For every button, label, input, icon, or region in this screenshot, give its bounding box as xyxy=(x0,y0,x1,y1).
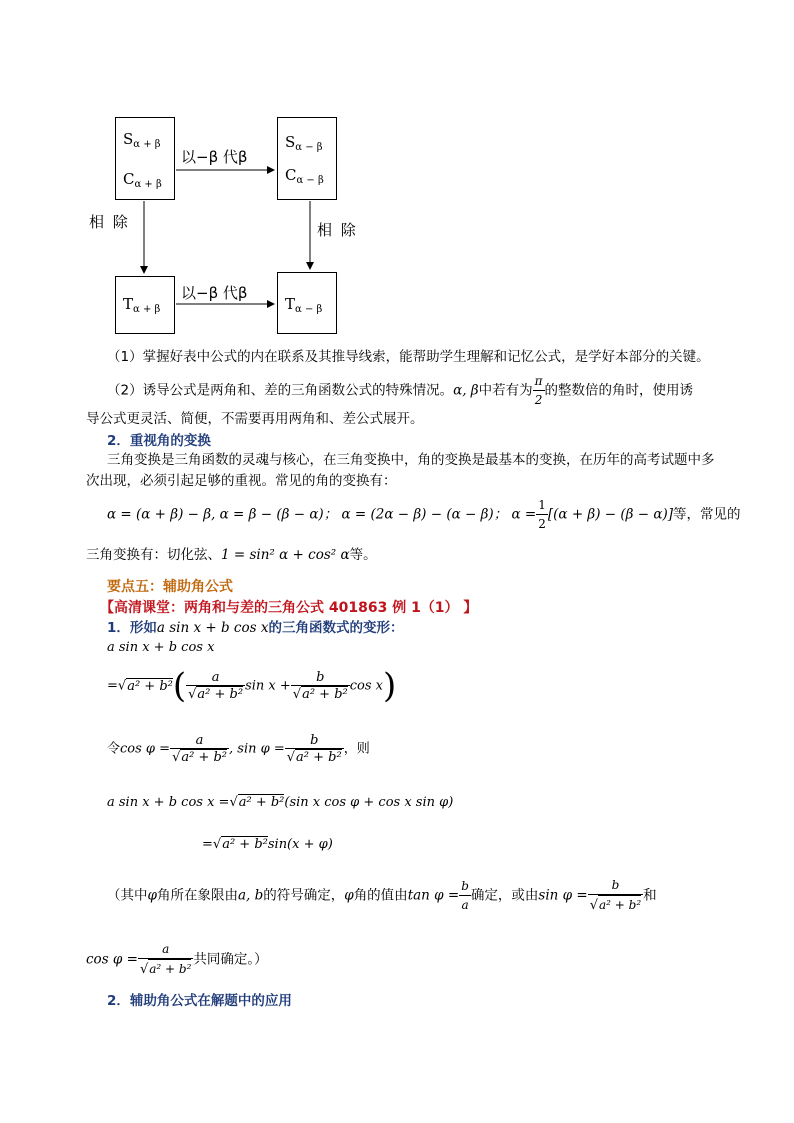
bottom-arrow-label: 以−β 代β xyxy=(181,284,248,302)
point-5-title: 要点五：辅助角公式 xyxy=(107,579,233,595)
formula-line-1: a sin x + b cos x xyxy=(107,640,215,655)
subsection-2-title: 2．辅助角公式在解题中的应用 xyxy=(107,993,292,1009)
pi-over-2-fraction: $\frac{\pi}{2}$ xyxy=(534,374,543,407)
sin-phi-note-fraction: $\frac{b}{\text{√a² + b²}}$ xyxy=(589,878,642,913)
b-over-a-fraction: $\frac{b}{a}$ xyxy=(461,879,469,912)
angle-transform-equations: α = (α + β) − β, α = β − (β − α)； α = (2α − β) − (α − β)； α = $\frac{1}{2}$ [(α + β) − (β − α)]等，常见的 xyxy=(107,498,741,531)
formula-line-5: =√a² + b²sin(x + φ) xyxy=(202,837,333,852)
section-2-title: 2．重视角的变换 xyxy=(107,433,211,449)
symbol-s-sum: $S_{\alpha + \beta}$ xyxy=(123,130,161,150)
one-half-fraction: $\frac{1}{2}$ xyxy=(538,498,546,531)
formula-line-3: 令cos φ = $\frac{a}{\text{√a² + b²}}$ , sin φ = $\frac{b}{\text{√a² + b²}}$ ，则 xyxy=(107,733,370,765)
paragraph-1: （1）掌握好表中公式的内在联系及其推导线索，能帮助学生理解和记忆公式，是学好本部分的关键。 xyxy=(107,349,710,365)
sin-phi-fraction: $\frac{b}{\text{√a² + b²}}$ xyxy=(286,733,342,765)
section-2-text-1: 三角变换是三角函数的灵魂与核心，在三角变换中，角的变换是最基本的变换，在历年的高考试题中多 xyxy=(107,452,715,468)
symbol-s-diff: $S_{\alpha - \beta}$ xyxy=(285,133,323,153)
right-arrow-label: 相 除 xyxy=(317,221,358,239)
cos-phi-note-fraction: $\frac{a}{\text{√a² + b²}}$ xyxy=(139,942,192,977)
paragraph-2-line-1: （2）诱导公式是两角和、差的三角函数公式的特殊情况。α, β中若有为 $\frac{\pi}{2}$ 的整数倍的角时，使用诱 xyxy=(107,374,693,407)
subsection-1-title: 1．形如a sin x + b cos x的三角函数式的变形： xyxy=(107,620,404,636)
symbol-t-sum: $T_{\alpha + \beta}$ xyxy=(123,295,161,315)
b-over-root-fraction: $\frac{b}{\text{√a² + b²}}$ xyxy=(292,670,348,702)
section-2-text-3: 三角变换有：切化弦、1 = sin² α + cos² α等。 xyxy=(86,547,377,563)
a-over-root-fraction: $\frac{a}{\text{√a² + b²}}$ xyxy=(188,670,244,702)
symbol-t-diff: $T_{\alpha - \beta}$ xyxy=(285,295,323,315)
section-2-text-2: 次出现，必须引起足够的重视。常见的角的变换有： xyxy=(86,473,397,489)
symbol-c-diff: $C_{\alpha - \beta}$ xyxy=(285,166,324,186)
left-arrow-label: 相 除 xyxy=(89,213,130,231)
diagram-arrows xyxy=(0,0,794,360)
paragraph-2-line-2: 导公式更灵活、简便，不需要再用两角和、差公式展开。 xyxy=(86,411,424,427)
symbol-c-sum: $C_{\alpha + \beta}$ xyxy=(123,170,162,190)
formula-line-4: a sin x + b cos x =√a² + b²(sin x cos φ + cos x sin φ) xyxy=(107,795,454,810)
top-arrow-label: 以−β 代β xyxy=(181,148,248,166)
formula-line-2: =√a² + b²( $\frac{a}{\text{√a² + b²}}$ sin x + $\frac{b}{\text{√a² + b²}}$ cos x) xyxy=(107,666,397,706)
course-tag: 【高清课堂：两角和与差的三角公式 401863 例 1（1） 】 xyxy=(100,600,478,616)
cos-phi-fraction: $\frac{a}{\text{√a² + b²}}$ xyxy=(172,733,228,765)
note-line-1: （其中φ角所在象限由a, b的符号确定，φ角的值由tan φ = $\frac{b}{a}$ 确定，或由sin φ = $\frac{b}{\text{√a² + b²}}$ 和 xyxy=(107,878,657,913)
note-line-2: cos φ = $\frac{a}{\text{√a² + b²}}$ 共同确定。） xyxy=(86,942,268,977)
